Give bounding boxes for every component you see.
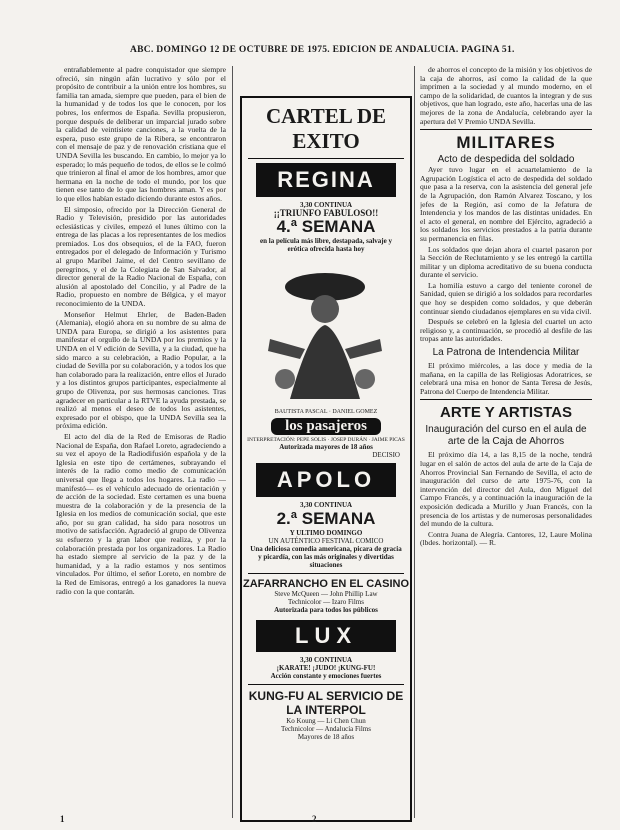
session-time: 3,30 CONTINUA bbox=[299, 656, 353, 664]
week-label: 4.ª SEMANA bbox=[276, 217, 376, 236]
cinema-lux: LUX bbox=[256, 620, 396, 652]
film-cast: Steve McQueen — John Phillip Law bbox=[274, 590, 378, 598]
divider bbox=[420, 129, 592, 130]
festival-label: UN AUTÉNTICO FESTIVAL COMICO bbox=[268, 537, 384, 545]
cinema-apolo: APOLO bbox=[256, 463, 396, 497]
news-paragraph: Ayer tuvo lugar en el acuartelamiento de la Agrupación Logística el acto de despedida del soldado que pasa a la reserva, con la asistencia del general jefe de la Agrupación, don Ramón Alvarez Toscano, y los jefes de la Región, así como de la Jefatura de Intendencia y los mandos de las distintas unidades. En el acto el general, en nombre del Ejército, agradeció a los soldados los servicios prestados a la patria durante su permanencia en filas. bbox=[420, 165, 592, 243]
divider bbox=[248, 684, 404, 685]
news-paragraph: El próximo día 14, a las 8,15 de la noche, tendrá lugar en el salón de actos del aula de arte de la Caja de Ahorros Provincial San Fernando de Sevilla, el acto de inauguración del curso de arte 1975-76, con la intervención del director del Aula, don Miguel del Campo Francés, y a continuación la inauguración de la exposición dedicada a Murillo y Juan Francés, con la presencia de los artistas y de numerosas personalidades del mundo de la cultura. bbox=[420, 450, 592, 529]
footer-mark: 1 bbox=[60, 814, 65, 824]
film-poster bbox=[250, 259, 402, 409]
left-column-article bbox=[56, 66, 226, 818]
section-subheading: La Patrona de Intendencia Militar bbox=[432, 347, 580, 359]
divider bbox=[248, 158, 404, 159]
film-distributor: Technicolor — Izaro Films bbox=[288, 598, 364, 606]
news-paragraph: Los soldados que dejan ahora el cuartel pasaron por la Sección de Reclutamiento y se les entregó la cartilla militar y un diploma acreditativo de su buena conducta durante el servicio. bbox=[420, 244, 592, 280]
cinema-advertisement bbox=[240, 96, 412, 822]
news-paragraph: El próximo miércoles, a las doce y media de la mañana, en la capilla de las Religiosas Adoratrices, se celebrará una misa en honor de Santa Teresa de Jesús, Patrona del Cuerpo de Intendencia Militar. bbox=[420, 361, 592, 396]
session-time: 3,30 CONTINUA bbox=[299, 201, 353, 209]
last-sunday: Y ULTIMO DOMINGO bbox=[289, 529, 363, 537]
intro-paragraph: de ahorros el concepto de la misión y los objetivos de la caja de ahorros, así como la calidad de la que imprimen a la sociedad y al mundo moderno, en el campo de la solidaridad, de cuantos la integran y de sus objetivos, que han logrado, este año, hacerlas una de las mejores de la zona de Andalucía, celebrando ayer la apertura del V Premio UNDA Sevilla. bbox=[420, 66, 592, 126]
film-description: Acción constante y emociones fuertes bbox=[270, 672, 382, 680]
page-header: ABC. DOMINGO 12 DE OCTUBRE DE 1975. EDICION DE ANDALUCIA. PAGINA 51. bbox=[130, 45, 515, 55]
right-column-news bbox=[420, 66, 592, 826]
column-rule bbox=[232, 66, 233, 818]
note: DECISIO bbox=[372, 451, 400, 459]
tagline: ¡¡TRIUNFO FABULOSO!! bbox=[273, 208, 379, 218]
film-cast: INTERPRETACIÓN: PEPE SOLIS · JOSEP DURÁN · JAIME PICAS bbox=[247, 437, 405, 443]
film-description: Una deliciosa comedia americana, picara de gracia y picardía, con las más originales y divertidas situaciones bbox=[250, 545, 402, 569]
section-subheading: Inauguración del curso en el aula de arte de la Caja de Ahorros bbox=[425, 424, 587, 448]
film-title: KUNG-FU AL SERVICIO DE LA INTERPOL bbox=[248, 689, 404, 717]
section-heading-militares: MILITARES bbox=[456, 133, 556, 153]
closing-line: Contra Juana de Alegría. Cantores, 12, Laure Molina (lbdes. horizontal). — R. bbox=[420, 529, 592, 548]
age-rating: Mayores de 18 años bbox=[297, 733, 355, 741]
news-paragraph: La homilía estuvo a cargo del teniente coronel de Sanidad, quien se dirigió a los soldados para recordarles que hoy se despiden como soldados, y que deberán continuar siendo ciudadanos ejemplares en su vida civil. bbox=[420, 280, 592, 316]
cinema-regina: REGINA bbox=[256, 163, 396, 197]
session-time: 3,30 CONTINUA bbox=[299, 501, 353, 509]
week-label: 2.ª SEMANA bbox=[276, 509, 376, 528]
ad-title: CARTEL DE EXITO bbox=[265, 104, 387, 153]
poster-illustration bbox=[250, 259, 400, 409]
film-description: en la película más libre, destapada, salvaje y erótica ofrecida hasta hoy bbox=[260, 237, 392, 253]
news-paragraph: Después se celebró en la Iglesia del cuartel un acto religioso y, a continuación, se procedió al desfile de las tropas ante las autoridades. bbox=[420, 317, 592, 344]
left-paragraph: entrañablemente al padre conquistador que siempre ofreció, sin ningún afán lucrativo y sólo por el propósito de contribuir a la unión entre los hombres, su familia tan amada, siempre que pueden, para el bien de la humanidad y de todos los que le conocen, por los pobres, los enfermos de España. Sevilla propusieron, porque después de deliberar un imparcial jurado sobre la calidad de veintisiete canciones, a la vuelta de la espera, puso este grupo de la Ribera, se encontraron con el mensaje de paz y de renovación cristiana que el UNDA Sevilla les buscando. En cambio, lo mejor ya lo esperado; lo más pequeño de todos, de ellos se le colmó que trinieron al final el amor de los hombres, amor que hermana en la noche de todo el mundo, por los que tienen ese tanto de lo que las hombres aman. Y es por lo que ellos habían estado diciendo durante estos años. bbox=[56, 66, 226, 203]
film-title: ZAFARRANCHO EN EL CASINO bbox=[242, 578, 410, 590]
tagline: ¡KARATE! ¡JUDO! ¡KUNG-FU! bbox=[276, 664, 376, 672]
age-rating: Autorizada para todos los públicos bbox=[274, 606, 378, 614]
film-credits: BAUTISTA PASCAL · DANIEL GOMEZ bbox=[274, 409, 378, 415]
film-cast: Ko Koung — Li Chen Chun bbox=[286, 717, 366, 725]
age-rating: Autorizada mayores de 18 años bbox=[279, 443, 373, 451]
film-title: los pasajeros bbox=[271, 418, 381, 435]
column-rule bbox=[414, 66, 415, 818]
footer-mark: 2 bbox=[312, 814, 317, 824]
divider bbox=[248, 573, 404, 574]
section-heading-arte: ARTE Y ARTISTAS bbox=[440, 404, 572, 422]
divider bbox=[420, 399, 592, 400]
section-subheading: Acto de despedida del soldado bbox=[437, 154, 575, 166]
left-paragraph: El simposio, ofrecido por la Dirección General de Radio y Televisión, presidido por las autoridades eclesiásticas y civiles, empezó el lunes último con la entrega de las placas a los representantes de los medios premiados. Los dos obsequios, el de la FAO, fueron entregados por el delegado de Información y Turismo al grupo Maribel Jaime, el del Centro sevillano de peregrinos, y el de la Colegiata de San Salvador, al director general de la Radio Nacional de España, con alusión al apostolado del Concilio, y al Padre de la Radio, propuesto en nombre de Bélgica, y el mayor reconocimiento de la UNDA. bbox=[56, 204, 226, 309]
film-distributor: Technicolor — Andalucía Films bbox=[281, 725, 371, 733]
left-paragraph: Monseñor Helmut Ehrler, de Baden-Baden (Alemania), elogió ahora en su nombre de su alma de UNDA para Europa, se dirigió a los asistentes para manifestar el orgullo de la UNDA por los premios y la UNDA en el V edición de Sevilla, y a la ciudad, que ha sido marco a su celebración, a Radio Popular, a la ciudad de Sevilla por su colaboración, y a todos los que han colaborado para la realización, entre ellos el Jurado y a los distintos grupos participantes, especialmente al grupo de Olivenza, por sus hermosas canciones. Tras agradecer en particular a la RTVE la ayuda prestada, se realizó al menos el deseo de todos los asistentes, expresado por el obispo, que la UNDA Sevilla sea la próxima edición. bbox=[56, 309, 226, 431]
left-paragraph: El acto del día de la Red de Emisoras de Radio Nacional de España, don Rafael Loreto, agradeciendo a su vez el apoyo de la Radiodifusión española y de la Iglesia en este tipo de certámenes, subrayando el interés de la radio como medio de comunicación universal que llega a todos los hogares. La radio —manifestó— es el vehículo adecuado de orientación y de acción de la sociedad. Este certamen es una buena muestra de la colaboración y de la presencia de la Iglesia en los medios de comunicación social, que este año, por su gran calidad, ha sido para nosotros un motivo de satisfacción. Agradeció al grupo de Olivenza su esfuerzo y la gran labor que realiza, y por la colaboración prestada por los organizadores. La Radio ha estado siempre al servicio de la paz y de la humanidad, y a la radio estamos y nos sentimos vinculados. Por último, el señor Loreto, en nombre de la Red de Emisoras, entregó a los ganadores la nueva radio con la que contarán. bbox=[56, 431, 226, 596]
